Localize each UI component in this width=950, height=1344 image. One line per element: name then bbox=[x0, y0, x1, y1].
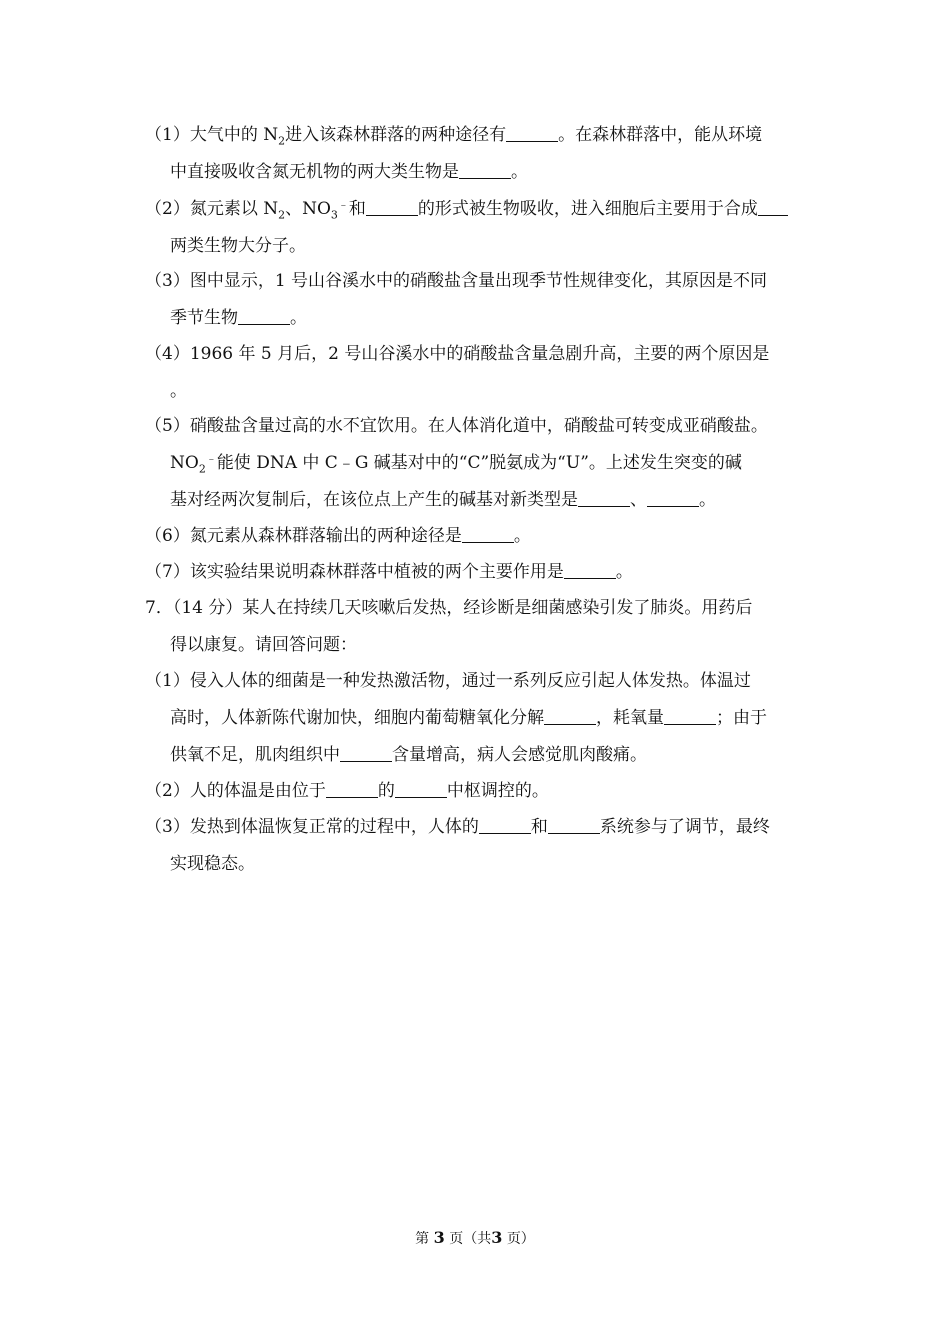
answer-blank[interactable] bbox=[758, 198, 788, 216]
q7-1-line3 bbox=[170, 744, 647, 766]
text: 基对经两次复制后，在该位点上产生的碱基对新类型是 bbox=[170, 490, 578, 510]
text: （6）氮元素从森林群落输出的两种途径是 bbox=[145, 526, 462, 546]
text: 。 bbox=[699, 490, 716, 510]
page-footer bbox=[0, 1228, 950, 1249]
answer-blank[interactable] bbox=[647, 489, 699, 507]
q7-line1 bbox=[145, 597, 752, 619]
answer-blank[interactable] bbox=[238, 307, 290, 325]
text: 中直接吸收含氮无机物的两大类生物是 bbox=[170, 162, 459, 182]
text: 、 bbox=[630, 490, 647, 510]
q6-1-line1 bbox=[145, 124, 762, 146]
text: 和 bbox=[348, 199, 366, 219]
q6-2-line1 bbox=[145, 198, 788, 220]
superscript: ﹣ bbox=[205, 451, 217, 465]
text: 含量增高，病人会感觉肌肉酸痛。 bbox=[392, 745, 647, 765]
text: 两类生物大分子。 bbox=[170, 236, 306, 256]
subscript: 3 bbox=[330, 208, 338, 222]
q7-3-line1 bbox=[145, 816, 770, 838]
answer-blank[interactable] bbox=[326, 780, 378, 798]
text: 系统参与了调节，最终 bbox=[599, 817, 770, 837]
text: 。 bbox=[511, 162, 528, 182]
answer-blank[interactable] bbox=[395, 780, 447, 798]
text: 。在森林群落中，能从环境 bbox=[558, 125, 763, 145]
q6-2-line2 bbox=[170, 235, 306, 257]
text: （1）大气中的 N bbox=[145, 125, 279, 145]
answer-blank[interactable] bbox=[366, 198, 418, 216]
text: （4）1966 年 5 月后，2 号山谷溪水中的硝酸盐含量急剧升高，主要的两个原因是 bbox=[145, 344, 770, 364]
text: ；由于 bbox=[716, 708, 767, 728]
text: 。 bbox=[513, 526, 531, 546]
text: 得以康复。请回答问题： bbox=[170, 635, 357, 655]
text: 和 bbox=[530, 817, 548, 837]
q6-3-line1 bbox=[145, 270, 767, 292]
q7-line2 bbox=[170, 634, 357, 656]
superscript: ﹣ bbox=[337, 197, 349, 211]
footer-text: 页（共 bbox=[449, 1231, 492, 1247]
text: 进入该森林群落的两种途径有 bbox=[285, 125, 507, 145]
text: 。 bbox=[615, 562, 633, 582]
q6-4-line1 bbox=[145, 343, 769, 365]
text: （1）侵入人体的细菌是一种发热激活物，通过一系列反应引起人体发热。体温过 bbox=[145, 671, 751, 691]
answer-blank[interactable] bbox=[544, 707, 596, 725]
text: NO bbox=[170, 453, 199, 473]
text: 季节生物 bbox=[170, 308, 238, 328]
q6-7-line bbox=[145, 561, 633, 583]
q7-1-line2 bbox=[170, 707, 767, 729]
text: 的 bbox=[377, 781, 395, 801]
footer-text: 第 bbox=[415, 1231, 430, 1247]
q7-2-line bbox=[145, 780, 549, 802]
subscript: 2 bbox=[278, 208, 286, 222]
answer-blank[interactable] bbox=[462, 525, 514, 543]
text: （3）图中显示，1 号山谷溪水中的硝酸盐含量出现季节性规律变化，其原因是不同 bbox=[145, 271, 768, 291]
text: 中枢调控的。 bbox=[446, 781, 549, 801]
text: 能使 DNA 中 C﹣G 碱基对中的“C”脱氨成为“U”。上述发生突变的碱 bbox=[216, 453, 742, 473]
q6-5-line3 bbox=[170, 489, 716, 511]
q6-1-line2 bbox=[170, 161, 528, 183]
answer-blank[interactable] bbox=[340, 744, 392, 762]
text: 实现稳态。 bbox=[170, 854, 255, 874]
answer-blank[interactable] bbox=[578, 489, 630, 507]
q7-1-line1 bbox=[145, 670, 751, 692]
text: 7．（14 分）某人在持续几天咳嗽后发热，经诊断是细菌感染引发了肺炎。用药后 bbox=[145, 598, 753, 618]
page-number: 3 bbox=[433, 1228, 445, 1247]
text: 供氧不足，肌肉组织中 bbox=[170, 745, 340, 765]
footer-text: 页） bbox=[506, 1231, 535, 1247]
text: 高时，人体新陈代谢加快，细胞内葡萄糖氧化分解 bbox=[170, 708, 544, 728]
text: 。 bbox=[170, 381, 187, 401]
text: ，耗氧量 bbox=[596, 708, 664, 728]
text: （3）发热到体温恢复正常的过程中，人体的 bbox=[145, 817, 479, 837]
answer-blank[interactable] bbox=[548, 816, 600, 834]
text: （2）人的体温是由位于 bbox=[145, 781, 326, 801]
answer-blank[interactable] bbox=[459, 161, 511, 179]
q7-3-line2 bbox=[170, 853, 255, 875]
page-total: 3 bbox=[491, 1228, 503, 1247]
text: （7）该实验结果说明森林群落中植被的两个主要作用是 bbox=[145, 562, 564, 582]
answer-blank[interactable] bbox=[564, 561, 616, 579]
answer-blank[interactable] bbox=[664, 707, 716, 725]
text: 的形式被生物吸收，进入细胞后主要用于合成 bbox=[417, 199, 758, 219]
answer-blank[interactable] bbox=[479, 816, 531, 834]
subscript: 2 bbox=[198, 462, 206, 476]
q6-5-line2 bbox=[170, 452, 742, 474]
text: 、NO bbox=[285, 199, 331, 219]
text: 。 bbox=[290, 308, 307, 328]
text: （2）氮元素以 N bbox=[145, 199, 279, 219]
text: （5）硝酸盐含量过高的水不宜饮用。在人体消化道中，硝酸盐可转变成亚硝酸盐。 bbox=[145, 416, 768, 436]
subscript: 2 bbox=[278, 134, 286, 148]
answer-blank[interactable] bbox=[506, 124, 558, 142]
q6-3-line2 bbox=[170, 307, 307, 329]
q6-5-line1 bbox=[145, 415, 768, 437]
q6-4-line2 bbox=[170, 380, 187, 402]
q6-6-line bbox=[145, 525, 531, 547]
